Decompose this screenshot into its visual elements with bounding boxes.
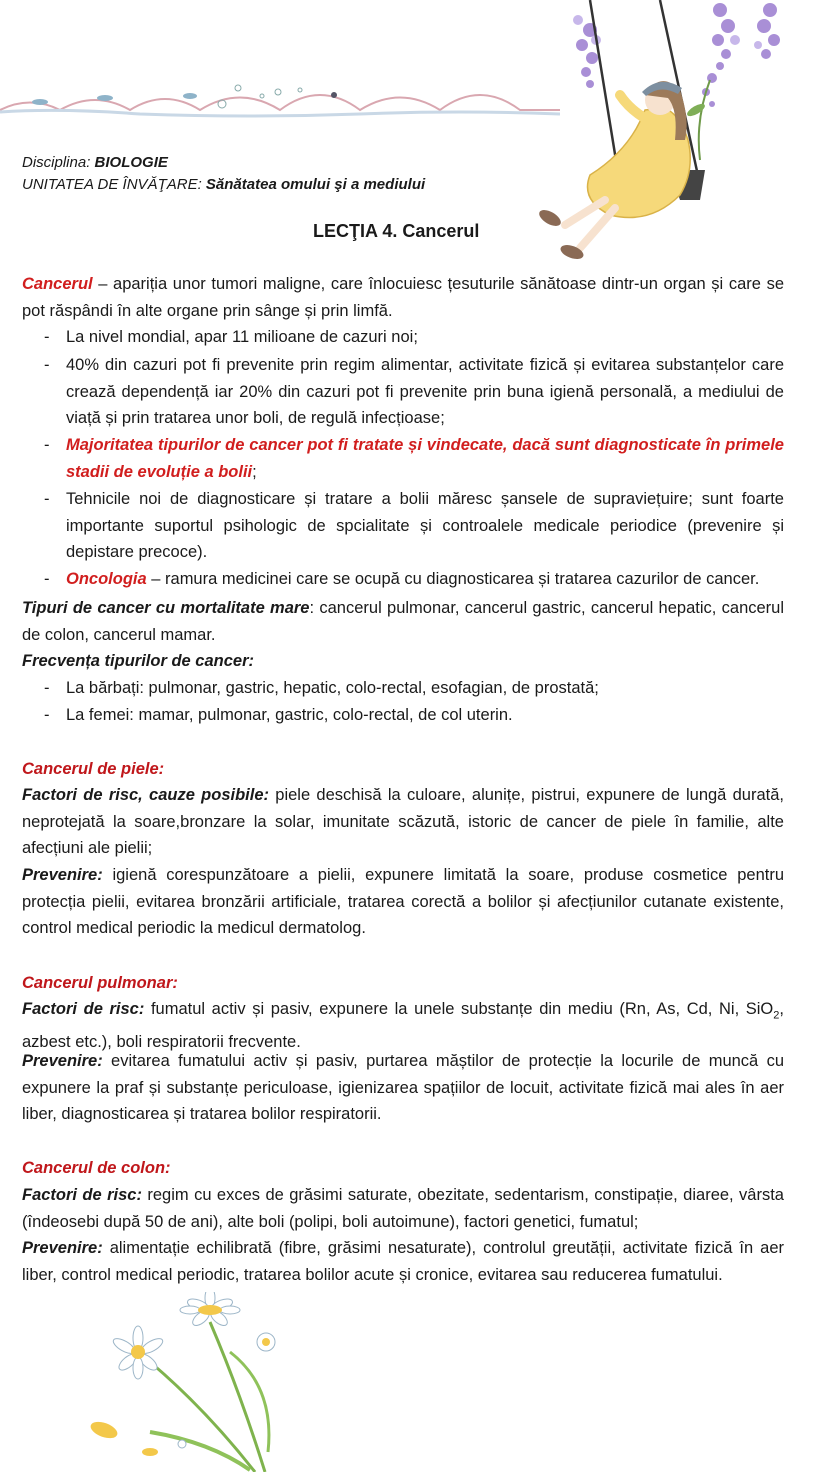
discipline-value: BIOLOGIE (94, 154, 168, 171)
fact-item-2: 40% din cazuri pot fi prevenite prin regim alimentar, activitate fizică și evitarea substanțelor care crează dependență iar 20% din cazuri pot fi prevenite prin buna igienă personală, a mediului de viață și prin tratarea unor boli, de regulă infecțioase; (66, 356, 784, 428)
lung-risk-subscript: 2 (773, 1009, 780, 1022)
colon-prevention-label: Prevenire: (22, 1239, 103, 1257)
lung-prevention-text: evitarea fumatului activ și pasiv, purtarea măștilor de protecție la locurile de muncă cu expunere la praf și substanțe periculoase, igienizarea spațiilor de locuit, activitate fizică mai ales în aer liber, diagnosticarea și tratarea bolilor respiratorii. (22, 1052, 784, 1124)
colon-risk-text: regim cu exces de grăsimi saturate, obezitate, sedentarism, constipație, diaree, vârsta (îndeosebi după 50 de ani), alte boli (polipi, boli autoimune), factori genetici, fumatul; (22, 1186, 784, 1231)
skin-prevention-label: Prevenire: (22, 866, 103, 884)
frequency-women: La femei: mamar, pulmonar, gastric, colo-rectal, de col uterin. (66, 706, 513, 724)
lesson-title: LECŢIA 4. Cancerul (313, 221, 480, 241)
fact-item-3 (66, 432, 784, 485)
fact-item-1: La nivel mondial, apar 11 milioane de cazuri noi; (66, 328, 418, 346)
mortality-text: : cancerul pulmonar, cancerul gastric, cancerul hepatic, cancerul de colon, cancerul mamar. (22, 599, 785, 644)
bullet-dash: - (44, 356, 50, 374)
bullet-dash: - (44, 328, 50, 346)
frequency-men: La bărbați: pulmonar, gastric, hepatic, colo-rectal, esofagian, de prostată; (66, 679, 599, 697)
colon-prevention-text: alimentație echilibrată (fibre, grăsimi nesaturate), controlul greutății, activitate fizică în aer liber, control medical periodic, tratarea bolilor acute și cronice, evitarea sau reducerea fumatului. (22, 1239, 784, 1284)
fact-item-3-end: ; (252, 462, 257, 481)
cancer-definition (22, 271, 784, 324)
bullet-dash: - (44, 570, 50, 588)
unit-label: UNITATEA DE ÎNVĂŢARE: (22, 176, 202, 193)
skin-prevention-text: igienă corespunzătoare a pielii, expunere limitată la soare, produse cosmetice pentru protecția pielii, evitarea bronzării artificiale, tratarea corectă a bolilor și afecțiunilor cutanate existente, control medical periodic la medicul dermatolog. (22, 866, 784, 938)
bullet-dash: - (44, 436, 50, 454)
skin-risk-label: Factori de risc, cauze posibile: (22, 786, 270, 804)
cancer-term: Cancerul (22, 275, 93, 293)
lung-risk-paragraph (22, 996, 784, 1055)
lung-risk-text: fumatul activ și pasiv, expunere la unele substanțe din mediu (Rn, As, Cd, Ni, SiO (144, 1000, 774, 1018)
scallop-border-decoration (0, 70, 560, 140)
fact-item-4: Tehnicile noi de diagnosticare și tratare a bolii măresc șansele de supraviețuire; sunt foarte importante suportul psihologic de spcialitate și controalele medicale periodice (prevenire și depistare precoce). (66, 490, 784, 562)
colon-prevention-paragraph (22, 1235, 784, 1288)
lung-cancer-heading: Cancerul pulmonar: (22, 974, 178, 992)
lung-prevention-label: Prevenire: (22, 1052, 103, 1070)
frequency-label: Frecvența tipurilor de cancer: (22, 652, 254, 670)
skin-cancer-heading: Cancerul de piele: (22, 760, 165, 778)
lung-prevention-paragraph (22, 1048, 784, 1128)
mortality-label: Tipuri de cancer cu mortalitate mare (22, 599, 310, 617)
unit-value: Sănătatea omului şi a mediului (205, 176, 426, 193)
bullet-dash: - (44, 706, 50, 724)
discipline-label: Disciplina: (22, 154, 91, 171)
unit-line (22, 172, 784, 199)
bullet-dash: - (44, 679, 50, 697)
colon-risk-paragraph (22, 1182, 784, 1235)
lung-risk-label: Factori de risc: (22, 1000, 145, 1018)
skin-risk-paragraph (22, 782, 784, 862)
lung-risk-text-2: , azbest etc.), boli respiratorii frecvente. (22, 1000, 784, 1051)
fact-item-5 (66, 566, 784, 593)
oncology-text: – ramura medicinei care se ocupă cu diagnosticarea și tratarea cazurilor de cancer. (146, 570, 760, 588)
colon-risk-label: Factori de risc: (22, 1186, 142, 1204)
skin-risk-text: piele deschisă la culoare, alunițe, pistrui, expunere de lungă durată, neprotejată la soare,bronzare la solar, imunitate scăzută, istoric de cancer de piele în familie, alte afecțiuni ale pielii; (22, 786, 784, 858)
cancer-definition-text: – apariția unor tumori maligne, care înlocuiesc țesuturile sănătoase dintr-un organ și care se pot răspândi în alte organe prin sânge și prin limfă. (22, 275, 784, 320)
mortality-paragraph (22, 595, 784, 648)
colon-cancer-heading: Cancerul de colon: (22, 1159, 171, 1177)
bullet-dash: - (44, 490, 50, 508)
oncology-term: Oncologia (66, 570, 147, 588)
fact-item-3-highlight: Majoritatea tipurilor de cancer pot fi tratate și vindecate, dacă sunt diagnosticate în primele stadii de evoluție a bolii (66, 436, 784, 481)
daisy-flowers-illustration (90, 1292, 300, 1472)
skin-prevention-paragraph (22, 862, 784, 942)
